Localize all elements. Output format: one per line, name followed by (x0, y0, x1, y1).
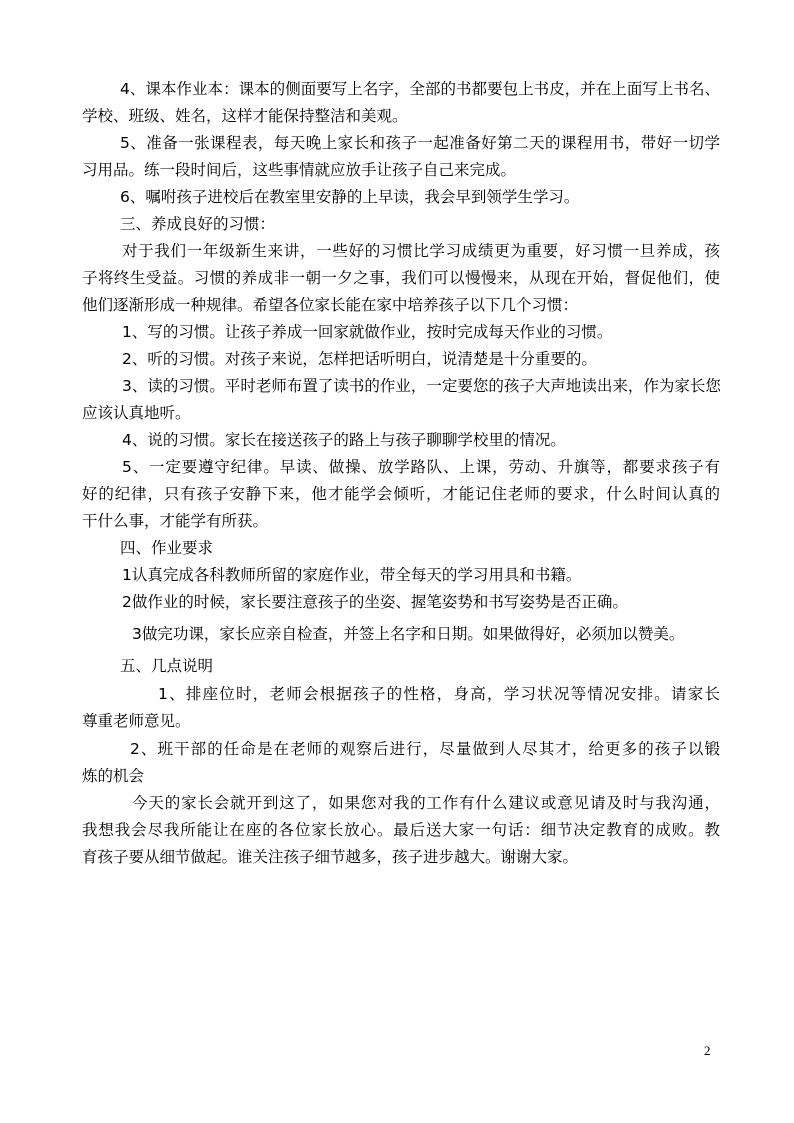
text-line: 对于我们一年级新生来讲，一些好的习惯比学习成绩更为重要，好习惯一旦养成，孩 (122, 242, 720, 260)
text-line: 4、课本作业本：课本的侧面要写上名字，全部的书都要包上书皮，并在上面写上书名、 (120, 80, 720, 98)
page-number: 2 (704, 1043, 711, 1058)
section-heading: 三、养成良好的习惯： (120, 215, 276, 233)
text-line: 2、班干部的任命是在老师的观察后进行，尽量做到人尽其才，给更多的孩子以锻 (130, 740, 720, 758)
text-line: 2、听的习惯。对孩子来说，怎样把话听明白，说清楚是十分重要的。 (122, 350, 597, 368)
text-line: 2做作业的时候，家长要注意孩子的坐姿、握笔姿势和书写姿势是否正确。 (122, 593, 628, 611)
text-line: 育孩子要从细节做起。谁关注孩子细节越多，孩子进步越大。谢谢大家。 (82, 848, 579, 866)
text-line: 4、说的习惯。家长在接送孩子的路上与孩子聊聊学校里的情况。 (122, 431, 566, 449)
text-line: 应该认真地听。 (82, 404, 191, 422)
text-line: 1、排座位时，老师会根据孩子的性格，身高，学习状况等情况安排。请家长 (158, 685, 720, 703)
text-line: 5、一定要遵守纪律。早读、做操、放学路队、上课，劳动、升旗等，都要求孩子有 (122, 458, 720, 476)
text-line: 3、读的习惯。平时老师布置了读书的作业，一定要您的孩子大声地读出来，作为家长您 (122, 377, 721, 395)
text-line: 我想我会尽我所能让在座的各位家长放心。最后送大家一句话：细节决定教育的成败。教 (82, 821, 720, 839)
text-line: 子将终生受益。习惯的养成非一朝一夕之事，我们可以慢慢来，从现在开始，督促他们，使 (82, 269, 720, 287)
text-line: 好的纪律，只有孩子安静下来，他才能学会倾听，才能记住老师的要求，什么时间认真的 (82, 485, 720, 503)
text-line: 5、准备一张课程表，每天晚上家长和孩子一起准备好第二天的课程用书，带好一切学 (120, 134, 720, 152)
section-heading: 五、几点说明 (120, 657, 214, 675)
text-line: 干什么事，才能学有所获。 (82, 512, 269, 530)
text-line: 炼的机会 (82, 767, 145, 785)
text-line: 1认真完成各科教师所留的家庭作业，带全每天的学习用具和书籍。 (122, 566, 582, 584)
text-line: 今天的家长会就开到这了，如果您对我的工作有什么建议或意见请及时与我沟通， (132, 794, 720, 812)
text-line: 学校、班级、姓名，这样才能保持整洁和美观。 (82, 107, 408, 125)
text-line: 习用品。练一段时间后，这些事情就应放手让孩子自己来完成。 (82, 161, 517, 179)
text-line: 尊重老师意见。 (82, 712, 191, 730)
section-heading: 四、作业要求 (120, 539, 214, 557)
text-line: 他们逐渐形成一种规律。希望各位家长能在家中培养孩子以下几个习惯： (82, 296, 579, 314)
text-line: 1、写的习惯。让孩子养成一回家就做作业，按时完成每天作业的习惯。 (122, 323, 613, 341)
text-line: 3做完功课，家长应亲自检查，并签上名字和日期。如果做得好，必须加以赞美。 (132, 625, 685, 643)
text-line: 6、嘱咐孩子进校后在教室里安静的上早读，我会早到领学生学习。 (120, 188, 580, 206)
